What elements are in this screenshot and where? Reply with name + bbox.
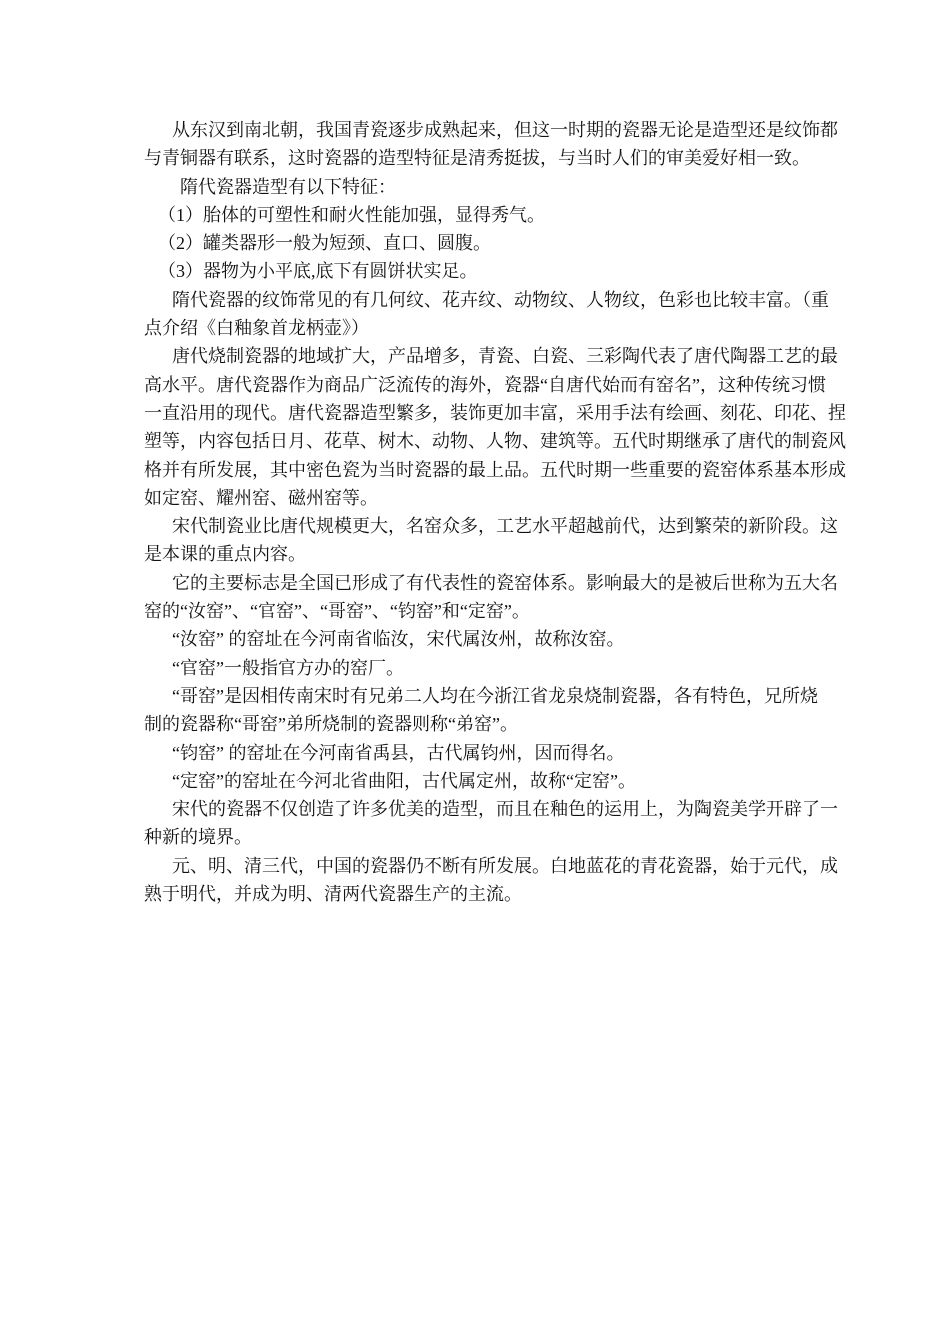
paragraph bbox=[144, 625, 806, 653]
text-line: “汝窑” 的窑址在今河南省临汝，宋代属汝州，故称汝窑。 bbox=[172, 629, 625, 650]
paragraph bbox=[144, 173, 806, 201]
text-line: 唐代烧制瓷器的地域扩大，产品增多，青瓷、白瓷、三彩陶代表了唐代陶器工艺的最 bbox=[172, 346, 838, 367]
document-body bbox=[144, 116, 846, 908]
paragraph bbox=[144, 682, 818, 739]
text-line: “官窑”一般指官方办的窑厂。 bbox=[172, 657, 404, 678]
text-line: 熟于明代，并成为明、清两代瓷器生产的主流。 bbox=[144, 884, 522, 905]
paragraph bbox=[144, 852, 838, 909]
paragraph bbox=[144, 342, 846, 512]
paragraph bbox=[144, 286, 829, 343]
paragraph bbox=[144, 512, 838, 569]
text-line: （1）胎体的可塑性和耐火性能加强，显得秀气。 bbox=[158, 204, 545, 225]
text-line: 隋代瓷器造型有以下特征： bbox=[180, 176, 396, 197]
text-line: 格并有所发展，其中密色瓷为当时瓷器的最上品。五代时期一些重要的瓷窑体系基本形成 bbox=[144, 459, 846, 480]
text-line: 从东汉到南北朝，我国青瓷逐步成熟起来，但这一时期的瓷器无论是造型还是纹饰都 bbox=[172, 120, 838, 140]
text-line: 与青铜器有联系，这时瓷器的造型特征是清秀挺拔，与当时人们的审美爱好相一致。 bbox=[144, 148, 810, 169]
text-line: 隋代瓷器的纹饰常见的有几何纹、花卉纹、动物纹、人物纹，色彩也比较丰富。（重 bbox=[172, 289, 829, 310]
paragraph bbox=[144, 201, 806, 229]
text-line: 宋代的瓷器不仅创造了许多优美的造型，而且在釉色的运用上，为陶瓷美学开辟了一 bbox=[172, 799, 838, 820]
paragraph bbox=[144, 654, 806, 682]
text-line: “哥窑”是因相传南宋时有兄弟二人均在今浙江省龙泉烧制瓷器，各有特色，兄所烧 bbox=[172, 685, 818, 706]
paragraph bbox=[144, 569, 838, 626]
text-line: 宋代制瓷业比唐代规模更大，名窑众多，工艺水平超越前代，达到繁荣的新阶段。这 bbox=[172, 516, 838, 537]
text-line: 窑的“汝窑”、“官窑”、“哥窑”、“钧窑”和“定窑”。 bbox=[144, 601, 530, 622]
text-line: 制的瓷器称“哥窑”弟所烧制的瓷器则称“弟窑”。 bbox=[144, 714, 518, 735]
text-line: “定窑”的窑址在今河北省曲阳，古代属定州，故称“定窑”。 bbox=[172, 770, 636, 791]
paragraph bbox=[144, 795, 838, 852]
text-line: 它的主要标志是全国已形成了有代表性的瓷窑体系。影响最大的是被后世称为五大名 bbox=[172, 572, 838, 593]
paragraph bbox=[144, 116, 838, 173]
text-line: （2）罐类器形一般为短颈、直口、圆腹。 bbox=[158, 233, 491, 254]
paragraph bbox=[144, 257, 806, 285]
text-line: 高水平。唐代瓷器作为商品广泛流传的海外，瓷器“自唐代始而有窑名”，这种传统习惯 bbox=[144, 374, 826, 395]
text-line: “钧窑” 的窑址在今河南省禹县，古代属钧州，因而得名。 bbox=[172, 742, 625, 763]
text-line: 一直沿用的现代。唐代瓷器造型繁多，装饰更加丰富，采用手法有绘画、刻花、印花、捏 bbox=[144, 402, 846, 423]
text-line: 种新的境界。 bbox=[144, 827, 252, 848]
paragraph bbox=[144, 767, 806, 795]
text-line: 塑等，内容包括日月、花草、树木、动物、人物、建筑等。五代时期继承了唐代的制瓷风 bbox=[144, 431, 846, 452]
paragraph bbox=[144, 229, 806, 257]
text-line: 如定窑、耀州窑、磁州窑等。 bbox=[144, 487, 378, 508]
text-line: 点介绍《白釉象首龙柄壶》） bbox=[144, 318, 369, 339]
text-line: 是本课的重点内容。 bbox=[144, 544, 306, 565]
paragraph bbox=[144, 739, 806, 767]
text-line: （3）器物为小平底,底下有圆饼状实足。 bbox=[158, 261, 478, 282]
text-line: 元、明、清三代，中国的瓷器仍不断有所发展。白地蓝花的青花瓷器，始于元代，成 bbox=[172, 855, 838, 876]
